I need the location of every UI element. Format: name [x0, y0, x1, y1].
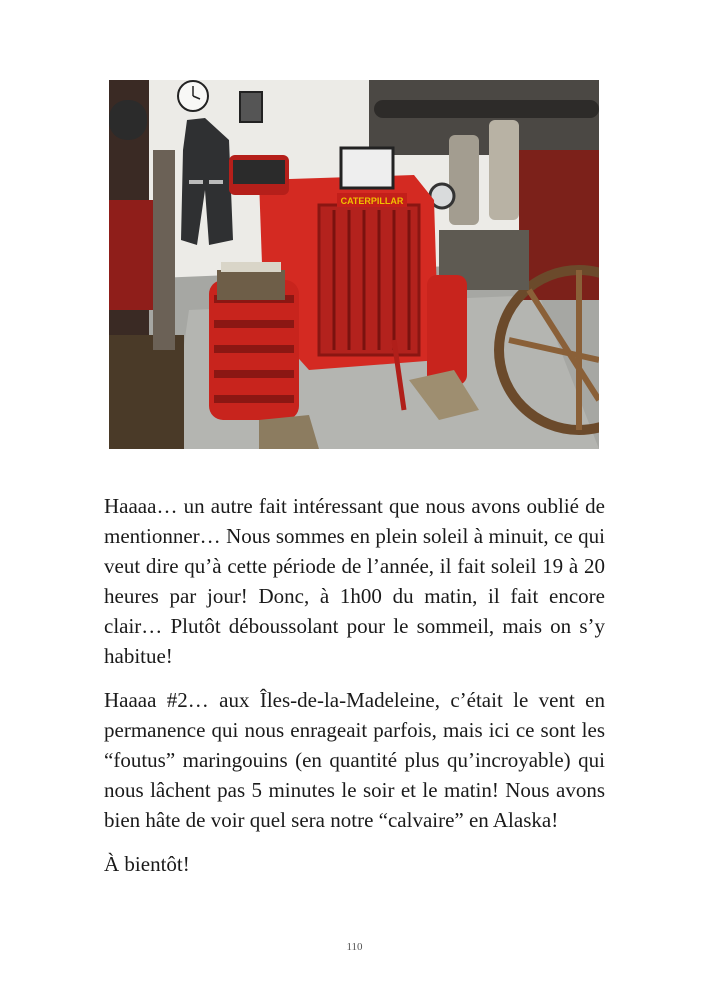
caterpillar-logo: CATERPILLAR — [340, 196, 404, 206]
tractor-photo-illustration — [109, 80, 599, 449]
body-text — [104, 491, 605, 893]
tractor-photo — [109, 80, 599, 449]
page-number: 110 — [346, 941, 363, 953]
paragraph-3: À bientôt! — [104, 852, 190, 876]
paragraph-2: Haaaa #2… aux Îles-de-la-Madeleine, c’était le vent en permanence qui nous enrageait parfois, mais ici ce sont les “foutus” maringouins (en quantité plus qu’incroyable) qui nous lâchent pas 5 minutes le soir et le matin! Nous avons bien hâte de voir quel sera notre “calvaire” en Alaska! — [104, 688, 605, 832]
paragraph-1: Haaaa… un autre fait intéressant que nous avons oublié de mentionner… Nous sommes en plein soleil à minuit, ce qui veut dire qu’à cette période de l’année, il fait soleil 19 à 20 heures par jour! Donc, à 1h00 du matin, il fait encore clair… Plutôt déboussolant pour le sommeil, mais on s’y habitue! — [104, 494, 605, 668]
